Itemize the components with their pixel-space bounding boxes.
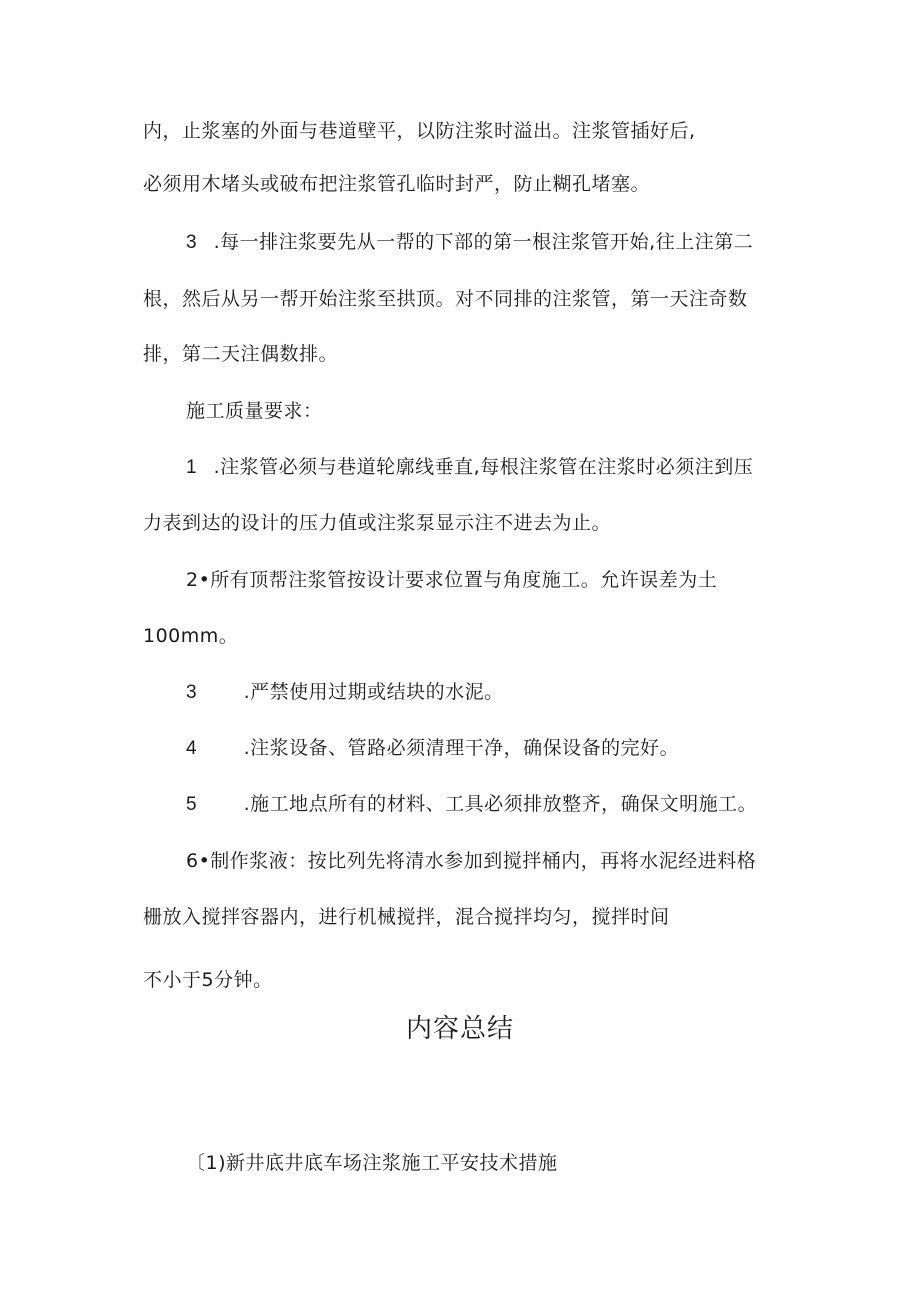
summary-item: 〔1)新井底井底车场注浆施工平安技术措施 [186, 1152, 558, 1174]
summary-title: 内容总结 [405, 1014, 514, 1044]
paragraph-line: 必须用木堵头或破布把注浆管孔临时封严，防止糊孔堵塞。 [143, 173, 651, 195]
list-item-3b-line [186, 677, 504, 708]
list-text: .施工地点所有的材料、工具必须排放整齐，确保文明施工。 [243, 793, 758, 815]
list-text: .注浆设备、管路必须清理干净，确保设备的完好。 [243, 737, 680, 759]
list-number: 5 [186, 794, 198, 815]
paragraph-line: 根，然后从另一帮开始注浆至拱顶。对不同排的注浆管，第一天注奇数 [143, 288, 748, 310]
paragraph-line: 100mm。 [143, 625, 239, 647]
list-number: 3 [186, 232, 198, 253]
list-item-2-line: 2•所有顶帮注浆管按设计要求位置与角度施工。允许误差为土 [186, 569, 718, 591]
list-number: 4 [186, 738, 198, 759]
paragraph-line: 力表到达的设计的压力值或注浆泵显示注不进去为止。 [143, 512, 612, 534]
list-item-1-line [186, 452, 753, 483]
list-number: 3 [186, 682, 198, 703]
list-number: 1 [186, 457, 198, 478]
list-text: .每一排注浆要先从一帮的下部的第一根注浆管开始,往上注第二 [213, 231, 754, 253]
list-text: .严禁使用过期或结块的水泥。 [243, 681, 504, 703]
list-item-6-line: 6•制作浆液：按比列先将清水参加到搅拌桶内，再将水泥经进料格 [186, 850, 757, 872]
list-item-5-line [186, 789, 757, 820]
section-heading: 施工质量要求： [186, 400, 323, 422]
paragraph-line: 内，止浆塞的外面与巷道壁平，以防注浆时溢出。注浆管插好后, [143, 120, 696, 142]
paragraph-line: 栅放入搅拌容器内，进行机械搅拌，混合搅拌均匀，搅拌时间 [143, 906, 670, 928]
paragraph-line: 不小于5分钟。 [143, 969, 273, 991]
list-text: .注浆管必须与巷道轮廓线垂直,每根注浆管在注浆时必须注到压 [213, 456, 754, 478]
paragraph-line: 排，第二天注偶数排。 [143, 343, 339, 365]
list-item-3-line [186, 227, 753, 258]
list-item-4-line [186, 733, 679, 764]
